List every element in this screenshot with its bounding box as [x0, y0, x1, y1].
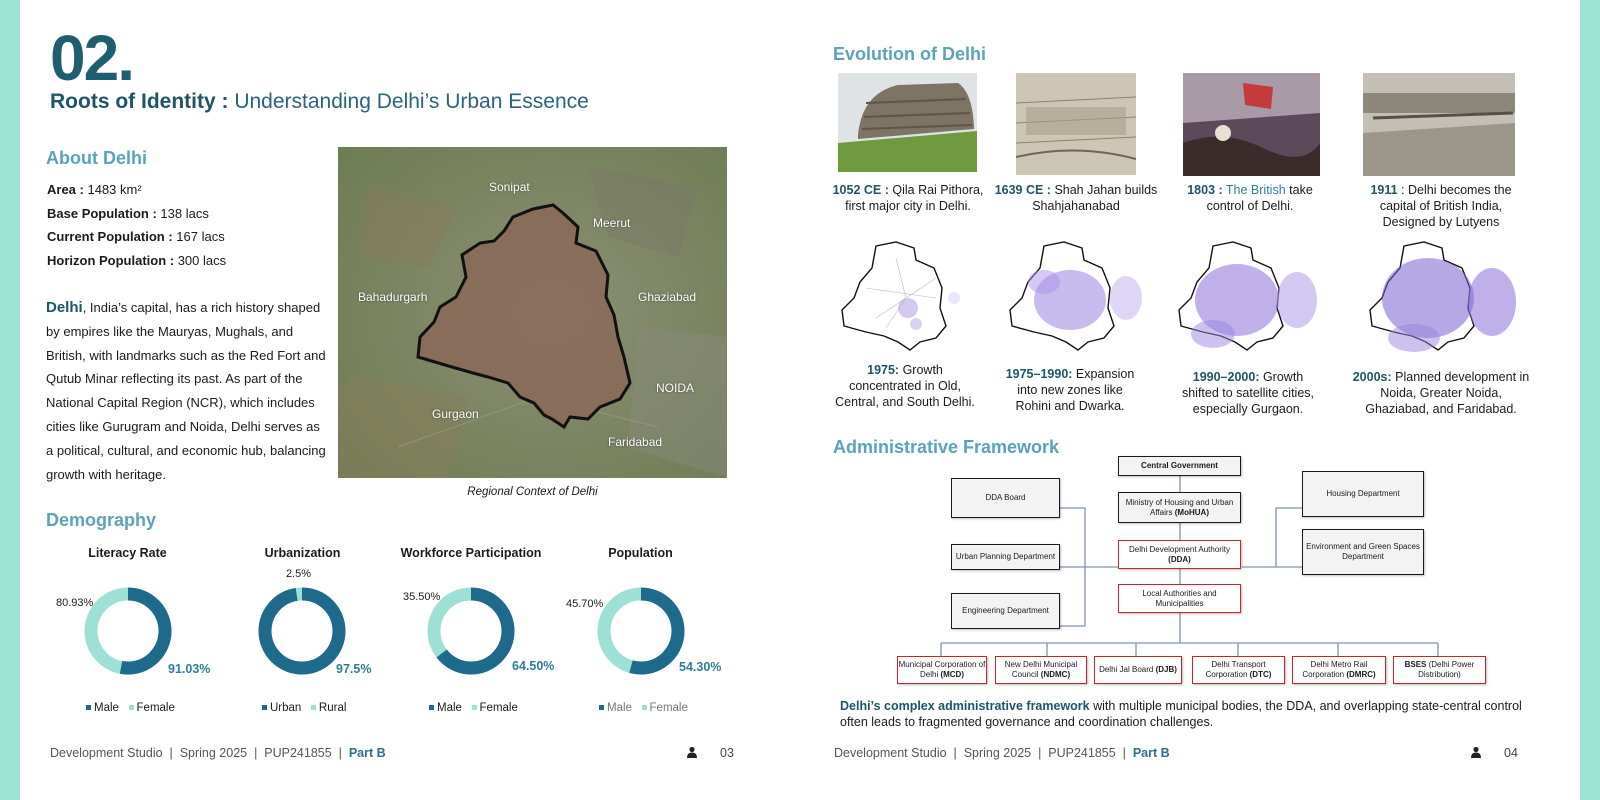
about-heading: About Delhi	[46, 148, 147, 168]
chart-title-workforce: Workforce Participation	[400, 546, 542, 560]
engineering-box	[951, 593, 1060, 629]
chart-title-urbanization: Urbanization	[264, 546, 341, 560]
box-label: New Delhi Municipal Council	[1004, 660, 1078, 679]
box-label: Local Authorities and Municipalities	[1142, 588, 1217, 608]
admin-summary-bold: Delhi’s complex administrative framework	[840, 699, 1090, 713]
map-label-meerut: Meerut	[593, 216, 631, 230]
evolution-heading: Evolution of Delhi	[833, 44, 986, 64]
box-label: Delhi Metro Rail Corporation	[1302, 660, 1368, 679]
box-label-abbr: (DTC)	[1249, 670, 1272, 679]
dda-box	[1118, 540, 1241, 569]
admin-heading: Administrative Framework	[833, 437, 1060, 457]
central-government-box	[1118, 456, 1241, 476]
djb-box	[1094, 656, 1182, 684]
box-label-abbr: (MoHUA)	[1174, 507, 1209, 517]
box-label-abbr: BSES	[1404, 660, 1427, 669]
population-minor-label: 45.70%	[566, 598, 604, 610]
urban-planning-box	[951, 544, 1060, 570]
history-text-highlight: The British	[1222, 183, 1286, 197]
chart-title-literacy: Literacy Rate	[88, 546, 167, 560]
history-text: : Delhi becomes the capital of British India, Designed by Lutyens	[1379, 183, 1512, 229]
history-year: 1803 :	[1187, 183, 1223, 197]
box-label: (Delhi Power Distribution)	[1418, 660, 1475, 679]
urbanization-minor-label: 2.5%	[286, 568, 312, 580]
fact-value: 1483 km²	[83, 182, 142, 197]
map-label-gurgaon: Gurgaon	[432, 407, 479, 421]
box-label: Engineering Department	[962, 606, 1049, 615]
ndmc-box	[995, 656, 1087, 684]
growth-text: Growth shifted to satellite cities, especially Gurgaon.	[1181, 370, 1314, 416]
box-label: Delhi Jal Board	[1099, 665, 1156, 674]
environment-box	[1302, 529, 1424, 575]
history-text: Qila Rai Pithora, first major city in Delhi.	[845, 183, 984, 213]
fact-value: 167 lacs	[172, 229, 225, 244]
box-label: Ministry of Housing and Urban Affairs	[1125, 497, 1234, 517]
urbanization-major-label: 97.5%	[336, 662, 372, 676]
legend-label: Male	[437, 702, 462, 714]
box-label: Urban Planning Department	[955, 552, 1056, 561]
history-year: 1911	[1370, 183, 1398, 197]
legend-label: Female	[479, 702, 518, 714]
fact-value: 138 lacs	[156, 205, 209, 221]
map-label-noida: NOIDA	[656, 381, 695, 395]
growth-text: Growth concentrated in Old, Central, and South Delhi.	[835, 363, 975, 409]
footer-part: Part B	[1132, 746, 1170, 760]
map-label-ghaziabad: Ghaziabad	[638, 290, 697, 304]
growth-text: Expansion into new zones like Rohini and Dwarka.	[1015, 367, 1135, 413]
footer-text: Development Studio | Spring 2025 | PUP241855 |	[834, 746, 1133, 760]
right-page-number: 04	[1504, 746, 1518, 760]
box-label: Central Government	[1141, 461, 1218, 470]
growth-year: 1975:	[867, 363, 900, 377]
admin-summary	[840, 698, 1530, 730]
para-text: , India’s capital, has a rich history shaped by empires like the Mauryas, Mughals, and British, with landmarks such as the Red Fort and Qutub Minar reflecting its past. As part of the National Capital Region (NCR), which includes cities like Gurugram and Noida, Delhi serves as a political, cultural, and economic hub, balancing growth with heritage.	[46, 300, 326, 482]
history-year: 1052 CE :	[832, 183, 889, 197]
admin-summary-text: with multiple municipal bodies, the DDA, and overlapping state-central control often leads to fragmented governance and coordination challenges.	[840, 699, 1522, 729]
subtitle-bold: Roots of Identity :	[50, 90, 229, 113]
map-label-bahadurgarh: Bahadurgarh	[358, 290, 428, 304]
legend-label: Male	[94, 702, 119, 714]
box-label-abbr: (DJB)	[1155, 665, 1177, 674]
legend-label: Female	[136, 702, 175, 714]
box-label: Delhi Development Authority	[1129, 544, 1230, 554]
fact-value: 300 lacs	[174, 252, 227, 268]
fact-label: Area :	[47, 182, 84, 197]
growth-text: Planned development in Noida, Greater Noida, Ghaziabad, and Faridabad.	[1365, 370, 1530, 416]
mohua-box	[1118, 492, 1241, 523]
map-caption: Regional Context of Delhi	[467, 486, 598, 498]
literacy-minor-label: 80.93%	[56, 597, 94, 609]
box-label-abbr: (DMRC)	[1346, 670, 1376, 679]
housing-box	[1302, 471, 1424, 517]
mcd-box	[897, 656, 987, 684]
history-text: take control of Delhi.	[1206, 183, 1313, 213]
legend-label: Female	[649, 702, 688, 714]
left-page-number: 03	[720, 746, 734, 760]
para-highlight: Delhi	[46, 299, 83, 316]
population-major-label: 54.30%	[679, 660, 722, 674]
dmrc-box	[1292, 656, 1386, 684]
history-year: 1639 CE :	[994, 183, 1051, 197]
growth-year: 1990–2000:	[1192, 370, 1260, 384]
box-label: Municipal Corporation of Delhi	[898, 660, 986, 679]
footer-part: Part B	[348, 746, 386, 760]
growth-year: 1975–1990:	[1005, 367, 1073, 381]
legend-label: Male	[607, 702, 632, 714]
local-authorities-box	[1118, 584, 1241, 613]
footer-text: Development Studio | Spring 2025 | PUP241855 |	[50, 746, 349, 760]
history-text: Shah Jahan builds Shahjahanabad	[1032, 183, 1158, 213]
box-label: Housing Department	[1326, 489, 1400, 498]
subtitle-rest: Understanding Delhi’s Urban Essence	[228, 90, 589, 113]
box-label: Delhi Transport Corporation	[1205, 660, 1266, 679]
box-label: Environment and Green Spaces Department	[1306, 542, 1420, 561]
user-icon	[1470, 746, 1482, 758]
map-label-faridabad: Faridabad	[608, 435, 663, 449]
chart-title-population: Population	[608, 546, 673, 560]
map-label-sonipat: Sonipat	[489, 180, 530, 194]
dtc-box	[1192, 656, 1285, 684]
box-label-abbr: (DDA)	[1168, 554, 1191, 564]
box-label-abbr: (MCD)	[940, 670, 964, 679]
workforce-minor-label: 35.50%	[403, 591, 441, 603]
dda-board-box	[951, 478, 1060, 518]
box-label-abbr: (NDMC)	[1040, 670, 1071, 679]
literacy-major-label: 91.03%	[168, 662, 211, 676]
fact-label: Horizon Population :	[47, 252, 175, 268]
legend-label: Rural	[318, 702, 347, 714]
bses-box	[1393, 656, 1486, 684]
demography-heading: Demography	[46, 510, 157, 530]
box-label: DDA Board	[985, 493, 1026, 502]
fact-label: Base Population :	[47, 205, 157, 221]
fact-label: Current Population :	[47, 229, 173, 244]
workforce-major-label: 64.50%	[512, 659, 555, 673]
right-footer	[834, 746, 1170, 760]
growth-year: 2000s:	[1352, 370, 1392, 384]
section-number: 02.	[50, 22, 133, 94]
legend-label: Urban	[270, 702, 302, 714]
